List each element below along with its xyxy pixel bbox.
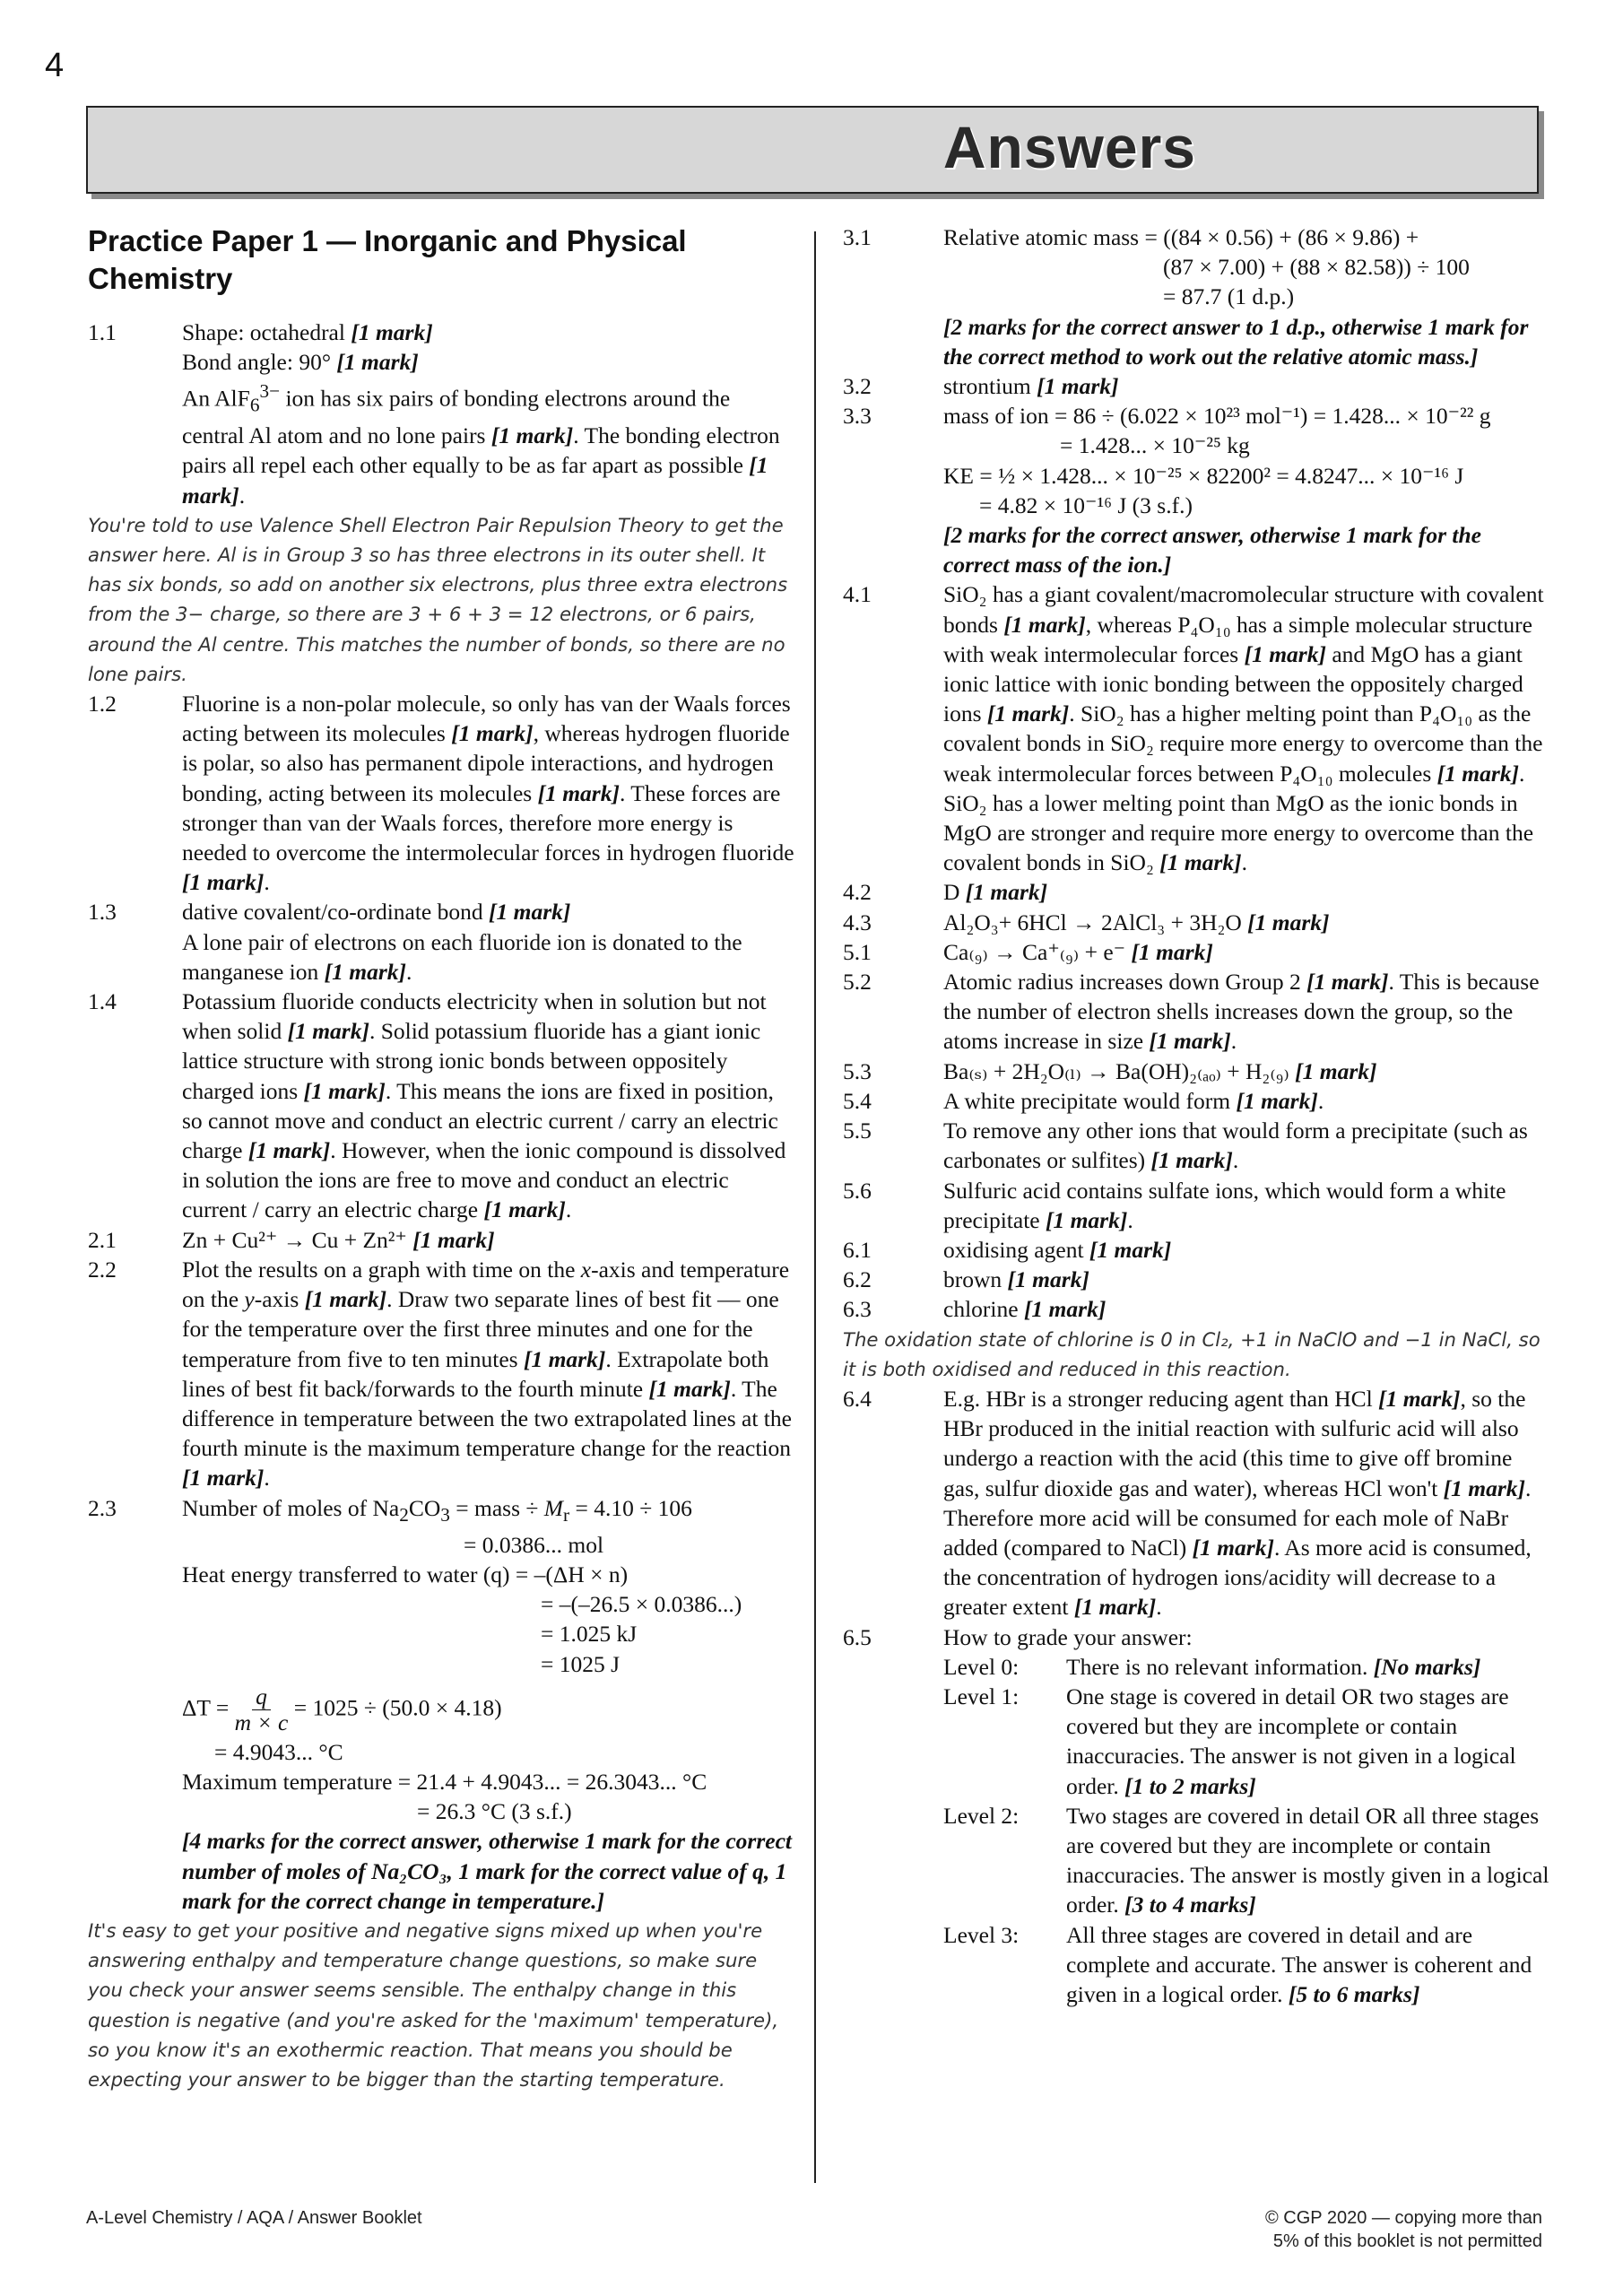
- answer-3-1: 3.1 Relative atomic mass = ((84 × 0.56) + (86 × 9.86) + (87 × 7.00) + (88 × 82.58)) ÷ 100 = 87.7 (1 d.p.) [2 marks for the correct answer to 1 d.p., otherwise 1 mark for the correct method to work out the relative atomic mass.]: [843, 224, 1529, 370]
- answer-5-1: 5.1 Ca₍₉₎ → Ca⁺₍₉₎ + e⁻ [1 mark]: [843, 938, 1213, 965]
- answer-5-3: 5.3 Ba₍ₛ₎ + 2H₂O₍ₗ₎ → Ba(OH)₂₍ₐₒ₎ + H₂₍₉₎ [1 mark]: [843, 1057, 1377, 1084]
- level-row: Level 0: There is no relevant information. [No marks]: [943, 1653, 1481, 1680]
- answer-3-3: 3.3 mass of ion = 86 ÷ (6.022 × 10²³ mol⁻¹) = 1.428... × 10⁻²² g = 1.428... × 10⁻²⁵ kg KE = ½ × 1.428... × 10⁻²⁵ × 82200² = 4.8247... × 10⁻¹⁶ J = 4.82 × 10⁻¹⁶ J (3 s.f.) [2 marks for the correct answer, otherwise 1 mark for the correct mass of the ion.]: [843, 403, 1491, 578]
- comment-2-3: It's easy to get your positive and negative signs mixed up when you're answering enthalpy and temperature change questions, so make sure you check your answer seems sensible. The enthalpy change in this question is negative (and you're asked for the 'maximum' temperature), so you know it's an exothermic reaction. That means you should be expecting your answer to be bigger than the starting temperature.: [88, 1919, 779, 2092]
- answer-3-2: 3.2 strontium [1 mark]: [843, 373, 1119, 400]
- level-row: Level 1: One stage is covered in detail OR two stages are covered but they are incomplete or contain inaccuracies. The answer is not given in a logical order. [1 to 2 marks]: [943, 1683, 1516, 1799]
- left-column: [88, 222, 796, 2094]
- answer-5-2: 5.2 Atomic radius increases down Group 2 [1 mark]. This is because the number of electron shells increases down the group, so the atoms increase in size [1 mark].: [843, 969, 1540, 1055]
- comment-1-1: You're told to use Valence Shell Electron Pair Repulsion Theory to get the answer here. Al is in Group 3 so has three electrons in its outer shell. It has six bonds, so add on another six electrons, plus three extra electrons from the 3− charge, so there are 3 + 6 + 3 = 12 electrons, or 6 pairs, around the Al centre. This matches the number of bonds, so there are no lone pairs.: [88, 513, 788, 685]
- answer-4-1: 4.1 SiO₂ has a giant covalent/macromolecular structure with covalent bonds [1 mark], whereas P₄O₁₀ has a simple molecular structure with weak intermolecular forces [1 mark] and MgO has a giant ionic lattice with ionic bonding between the oppositely charged ions [1 mark]. SiO₂ has a higher melting point than P₄O₁₀ as the covalent bonds in SiO₂ require more energy to overcome than the weak intermolecular forces between P₄O₁₀ molecules [1 mark]. SiO₂ has a lower melting point than MgO as the ionic bonds in MgO are stronger and require more energy to overcome than the covalent bonds in SiO₂ [1 mark].: [843, 581, 1544, 876]
- answer-6-1: 6.1 oxidising agent [1 mark]: [843, 1236, 1172, 1263]
- comment-6-3: The oxidation state of chlorine is 0 in Cl₂, +1 in NaClO and −1 in NaCl, so it is both oxidised and reduced in this reaction.: [843, 1327, 1541, 1380]
- answer-1-4: 1.4 Potassium fluoride conducts electricity when in solution but not when solid [1 mark]. Solid potassium fluoride has a giant ionic lattice structure with strong ionic bonds between oppositely charged ions [1 mark]. This means the ions are fixed in position, so cannot move and conduct an electric current / carry an electric charge [1 mark]. However, when the ionic compound is dissolved in solution the ions are free to move and conduct an electric current / carry an electric charge [1 mark].: [88, 988, 786, 1223]
- paper-title: Practice Paper 1 — Inorganic and Physical Chemistry: [88, 224, 687, 295]
- footer-left: A-Level Chemistry / AQA / Answer Booklet: [86, 2208, 422, 2228]
- page-number: 4: [45, 47, 65, 84]
- answer-5-6: 5.6 Sulfuric acid contains sulfate ions, which would form a white precipitate [1 mark].: [843, 1177, 1506, 1233]
- answer-5-4: 5.4 A white precipitate would form [1 mark].: [843, 1087, 1324, 1114]
- answer-6-5: 6.5 How to grade your answer: Level 0: There is no relevant information. [No marks] Level 1: One stage is covered in detail OR two stages are covered but they are incomplete or contain inaccuracies. The answer is not given in a logical order. [1 to 2 marks] Level 2: Two stages are covered in detail OR all three stages are covered but they are incomplete or contain inaccuracies. The answer is mostly given in a logical order. [3 to 4 marks] Level 3: All three stages are covered in detail and are complete and accurate. The answer is coherent and given in a logical order. [5 to 6 marks]: [843, 1622, 1551, 2010]
- fraction: $\frac{q}{m \times c}$: [234, 1683, 289, 1735]
- footer-right: © CGP 2020 — copying more than 5% of this booklet is not permitted: [1265, 2208, 1542, 2251]
- level-row: Level 2: Two stages are covered in detail OR all three stages are covered but they are incomplete or contain inaccuracies. The answer is mostly given in a logical order. [3 to 4 marks]: [943, 1802, 1549, 1918]
- answer-6-4: 6.4 E.g. HBr is a stronger reducing agent than HCl [1 mark], so the HBr produced in the initial reaction with sulfuric acid will also undergo a reaction with the acid (this time to give off bromine gas, sulfur dioxide gas and water), whereas HCl won't [1 mark]. Therefore more acid will be consumed for each mole of NaBr added (compared to NaCl) [1 mark]. As more acid is consumed, the concentration of hydrogen ions/acidity will decrease to a greater extent [1 mark].: [843, 1385, 1532, 1621]
- question-number: 1.1: [88, 319, 117, 345]
- column-divider: [814, 231, 816, 2183]
- answers-banner: [86, 106, 1539, 194]
- answer-1-1: 1.1 Shape: octahedral [1 mark] Bond angle: 90° [1 mark] An AlF$_6^{3-}$ ion has six pairs of bonding electrons around the central Al atom and no lone pairs [1 mark]. The bonding electron pairs all repel each other equally to be as far apart as possible [1 mark].: [88, 319, 780, 509]
- answer-5-5: 5.5 To remove any other ions that would form a precipitate (such as carbonates or sulfites) [1 mark].: [843, 1118, 1528, 1174]
- right-column: [843, 222, 1551, 2009]
- answer-1-2: 1.2 Fluorine is a non-polar molecule, so only has van der Waals forces acting between its molecules [1 mark], whereas hydrogen fluoride is polar, so also has permanent dipole interactions, and hydrogen bonding, acting between its molecules [1 mark]. These forces are stronger than van der Waals forces, therefore more energy is needed to overcome the intermolecular forces in hydrogen fluoride [1 mark].: [88, 691, 794, 896]
- answer-4-2: 4.2 D [1 mark]: [843, 879, 1048, 906]
- marks-2-3: [4 marks for the correct answer, otherwise 1 mark for the correct number of moles of Na₂CO₃, 1 mark for the correct value of q, 1 mark for the correct change in temperature.]: [182, 1828, 792, 1914]
- answer-6-2: 6.2 brown [1 mark]: [843, 1266, 1089, 1293]
- answer-6-3: 6.3 chlorine [1 mark]: [843, 1296, 1107, 1323]
- level-row: Level 3: All three stages are covered in detail and are complete and accurate. The answer is coherent and given in a logical order. [5 to 6 marks]: [943, 1921, 1532, 2007]
- answer-2-2: 2.2 Plot the results on a graph with time on the x-axis and temperature on the y-axis [1 mark]. Draw two separate lines of best fit — one for the temperature over the first three minutes and one for the temperature from five to ten minutes [1 mark]. Extrapolate both lines of best fit back/forwards to the fourth minute [1 mark]. The difference in temperature between the two extrapolated lines at the fourth minute is the maximum temperature change for the reaction [1 mark].: [88, 1256, 792, 1492]
- banner-title: Answers: [942, 114, 1196, 180]
- answer-2-3: 2.3 Number of moles of $Na_2CO_3$ = mass ÷ $M_r = 4.10 \div 106$ = 0.0386... mol Heat energy transferred to water (q) = –(ΔH × n) = –(–26.5 × 0.0386...) = 1.025 kJ = 1025 J ΔT = $\frac{q}{m \times c}$ = 1025 ÷ (50.0 × 4.18) = 4.9043... °C Maximum temperature = 21.4 + 4.9043... = 26.3043... °C = 26.3 °C (3 s.f.) [4 marks for the correct answer, otherwise 1 mark for the correct number of moles of Na₂CO₃, 1 mark for the correct value of q, 1 mark for the correct change in temperature.]: [88, 1493, 796, 1917]
- answer-1-3: 1.3 dative covalent/co-ordinate bond [1 mark] A lone pair of electrons on each fluoride ion is donated to the manganese ion [1 mark].: [88, 899, 742, 985]
- answer-2-1: 2.1 Zn + Cu²⁺ → Cu + Zn²⁺ [1 mark]: [88, 1226, 495, 1253]
- answer-4-3: 4.3 Al₂O₃+ 6HCl → 2AlCl₃ + 3H₂O [1 mark]: [843, 909, 1330, 935]
